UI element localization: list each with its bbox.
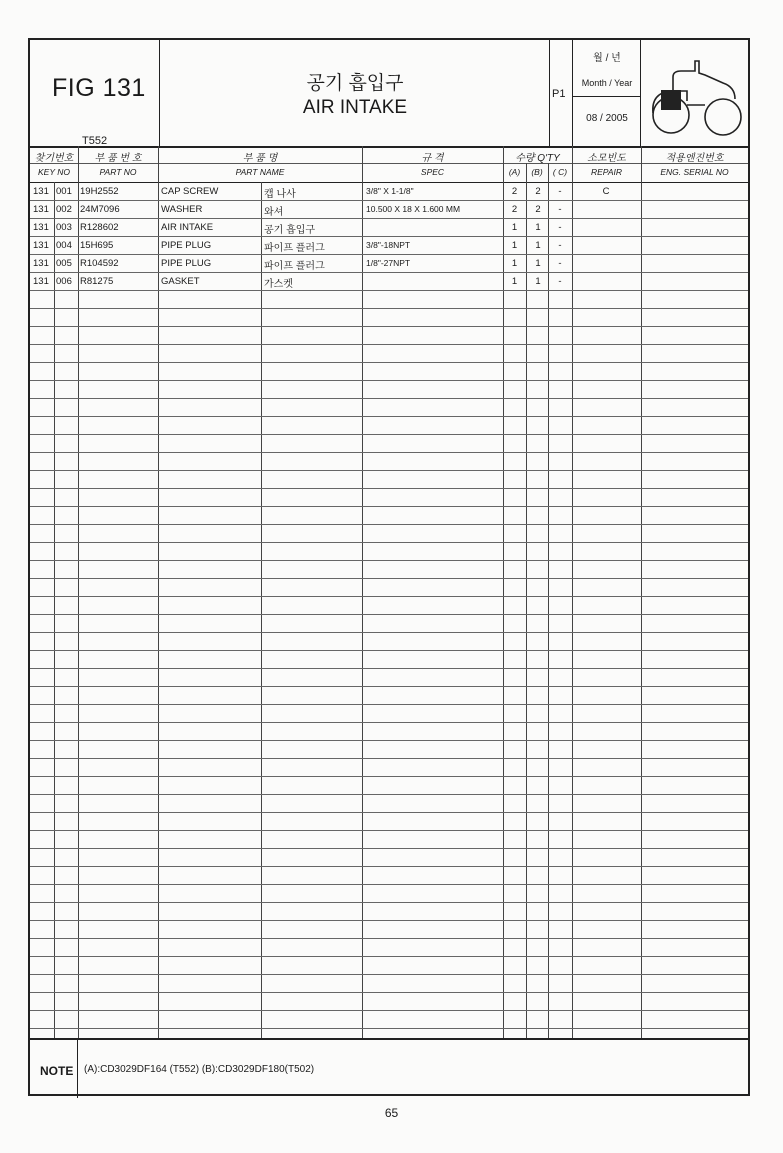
grid-line [54,182,55,1038]
ruled-line [30,848,748,849]
key-sub-number: 002 [56,204,72,215]
part-name-header: PART NAME [235,167,285,177]
date-value: 08 / 2005 [586,113,628,124]
ruled-line [30,578,748,579]
qty-a: 1 [511,222,518,233]
parts-sheet [28,38,750,1096]
ruled-line [30,938,748,939]
page-label-cell [550,40,573,146]
ruled-line [30,632,748,633]
part-name-korean: 와셔 [264,207,284,218]
spec-header-kr: 규 격 [421,153,444,164]
part-no-header-kr: 부 품 번 호 [94,153,142,164]
part-number: R81275 [80,276,114,287]
table-row [30,200,748,218]
spec: 3/8" X 1-1/8" [366,186,414,196]
date-label-korean: 월 / 년 [593,53,621,64]
ruled-line [30,614,748,615]
ruled-line [30,344,748,345]
repair-header: REPAIR [590,167,623,177]
qty-a: 1 [511,240,518,251]
date-cell [573,40,641,146]
key-number: 131 [33,276,49,287]
part-name-korean: 파이프 플러그 [264,243,325,254]
serial-header: ENG. SERIAL NO [660,167,729,177]
repair-code: C [602,186,610,197]
part-name-korean: 파이프 플러그 [264,261,325,272]
part-name: CAP SCREW [161,186,219,197]
sheet-header [30,40,748,148]
date-divider [573,96,641,97]
note-text: (A):CD3029DF164 (T552) (B):CD3029DF180(T502) [84,1064,315,1075]
key-sub-number: 001 [56,186,72,197]
ruled-line [30,560,748,561]
ruled-line [30,758,748,759]
part-name: PIPE PLUG [161,240,212,251]
qty-c-header: ( C) [552,167,568,177]
spec: 1/8"-27NPT [366,258,411,268]
qty-b: 1 [535,276,541,287]
note-label-cell [30,1040,78,1098]
part-name: WASHER [161,204,203,215]
ruled-line [30,794,748,795]
part-name: PIPE PLUG [161,258,212,269]
ruled-line [30,488,748,489]
ruled-line [30,974,748,975]
serial-header-kr: 적용엔진번호 [665,153,724,164]
ruled-line [30,812,748,813]
ruled-line [30,362,748,363]
part-name-korean: 공기 흡입구 [264,225,316,236]
ruled-line [30,524,748,525]
grid-line [548,163,549,1038]
ruled-line [30,920,748,921]
table-row [30,254,748,272]
ruled-line [30,416,748,417]
qty-c: - [558,276,562,287]
ruled-line [30,686,748,687]
key-sub-number: 005 [56,258,72,269]
ruled-line [30,740,748,741]
key-sub-number: 003 [56,222,72,233]
qty-c: - [558,186,562,197]
ruled-line [30,326,748,327]
ruled-line [30,290,748,291]
part-name-korean: 가스켓 [264,279,293,290]
note-section [30,1038,748,1098]
qty-b-header: (B) [531,167,543,177]
note-label: NOTE [40,1064,74,1078]
key-number: 131 [33,186,49,197]
figure-cell [30,40,160,146]
part-name-korean: 캡 나사 [264,189,296,200]
key-sub-number: 006 [56,276,72,287]
spec-header: SPEC [420,167,445,177]
qty-header: 수량 Q'TY [515,153,560,164]
ruled-line [30,398,748,399]
ruled-line [30,506,748,507]
key-number: 131 [33,222,49,233]
part-name: AIR INTAKE [161,222,214,233]
grid-line [261,182,262,1038]
ruled-line [30,902,748,903]
qty-c: - [558,204,562,215]
key-number: 131 [33,240,49,251]
ruled-line [30,704,748,705]
title-english: AIR INTAKE [302,97,408,118]
key-header-kr: 찾기번호 [34,153,74,164]
table-row [30,236,748,254]
qty-b: 1 [535,222,541,233]
ruled-line [30,596,748,597]
ruled-line [30,308,748,309]
key-sub-number: 004 [56,240,72,251]
ruled-line [30,992,748,993]
ruled-line [30,1010,748,1011]
grid-line [526,163,527,1038]
qty-c: - [558,258,562,269]
key-header: KEY NO [38,167,70,177]
qty-c: - [558,222,562,233]
part-name: GASKET [161,276,200,287]
ruled-line [30,956,748,957]
part-no-header: PART NO [99,167,137,177]
qty-a: 2 [511,186,518,197]
table-row [30,272,748,290]
qty-b: 2 [535,204,541,215]
spec: 3/8"-18NPT [366,240,411,250]
page-number: 65 [384,1106,399,1120]
qty-a: 2 [511,204,518,215]
model-label: T552 [82,135,108,147]
ruled-line [30,776,748,777]
ruled-line [30,434,748,435]
repair-header-kr: 소모빈도 [587,153,626,164]
part-number: R128602 [80,222,119,233]
qty-b: 1 [535,240,541,251]
ruled-line [30,380,748,381]
date-label-english: Month / Year [581,78,633,88]
ruled-line [30,866,748,867]
table-row [30,182,748,200]
spec: 10.500 X 18 X 1.600 MM [366,204,461,214]
qty-b: 2 [535,186,541,197]
qty-a: 1 [511,258,518,269]
ruled-line [30,722,748,723]
ruled-line [30,830,748,831]
ruled-line [30,542,748,543]
ruled-line [30,470,748,471]
ruled-line [30,452,748,453]
qty-b: 1 [535,258,541,269]
image-cell [641,40,748,146]
part-number: R104592 [80,258,119,269]
ruled-line [30,668,748,669]
ruled-line [30,884,748,885]
key-number: 131 [33,258,49,269]
figure-number: FIG 131 [52,74,146,102]
qty-a: 1 [511,276,518,287]
qty-c: - [558,240,562,251]
title-korean: 공기 흡입구 [306,73,404,94]
part-number: 15H695 [80,240,114,251]
part-number: 24M7096 [80,204,120,215]
key-number: 131 [33,204,49,215]
page-label: P1 [552,88,566,100]
part-name-header-kr: 부 품 명 [242,153,278,164]
table-row [30,218,748,236]
qty-a-header: (A) [508,167,521,177]
ruled-line [30,650,748,651]
title-cell [160,40,550,146]
tractor-icon [643,43,747,143]
part-number: 19H2552 [80,186,119,197]
ruled-line [30,1028,748,1029]
